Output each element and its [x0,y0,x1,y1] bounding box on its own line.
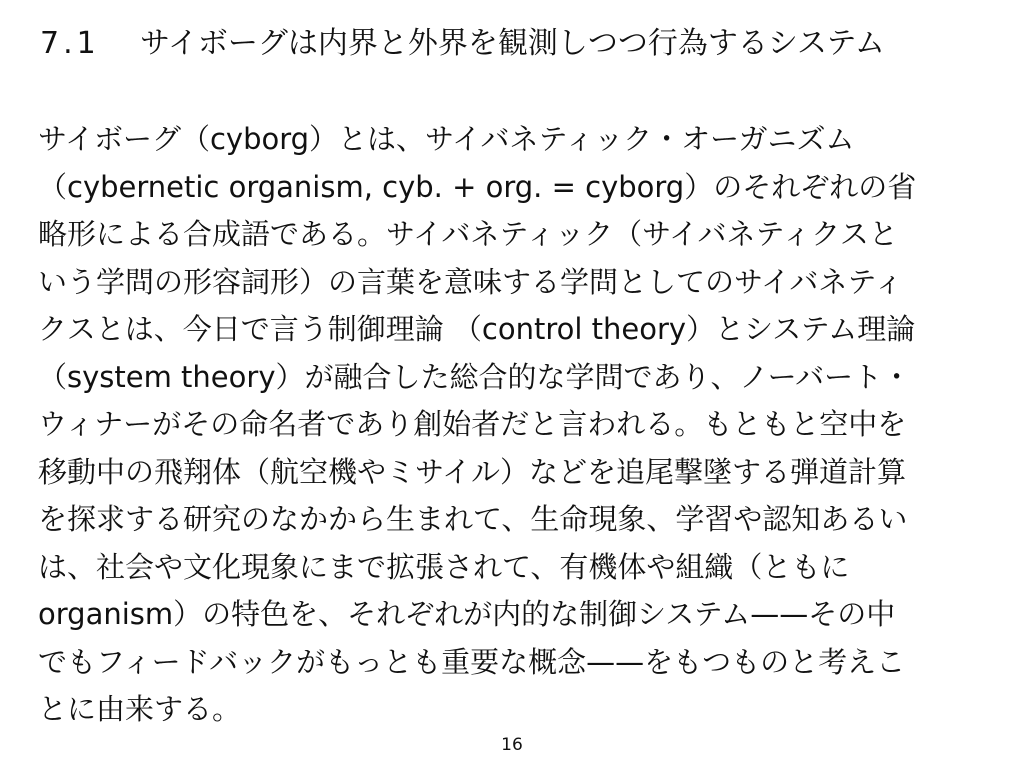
paragraph-line: （cybernetic organism, cyb. + org. = cyborg）のそれぞれの省 [38,169,917,204]
paragraph-line: いう学問の形容詞形）の言葉を意味する学問としてのサイバネティ [38,264,904,299]
section-heading [40,22,1000,66]
paragraph-line: クスとは、今日で言う制御理論 （control theory）とシステム理論 [38,312,916,346]
paragraph-line: サイボーグ（cyborg）とは、サイバネティック・オーガニズム [38,122,855,156]
paragraph-line: は、社会や文化現象にまで拡張されて、有機体や組織（ともに [38,549,850,584]
paragraph-line: 移動中の飛翔体（航空機やミサイル）などを追尾撃墜する弾道計算 [38,454,906,489]
body-paragraph [38,116,988,734]
paragraph-line: organism）の特色を、それぞれが内的な制御システム——その中 [38,597,896,631]
paragraph-line: 略形による合成語である。サイバネティック（サイバネティクスと [38,217,898,251]
paragraph-line: でもフィードバックがもっとも重要な概念——をもつものと考えこ [38,644,906,679]
page-number: 16 [501,735,523,755]
section-title: サイボーグは内界と外界を観測しつつ行為するシステム [140,26,885,61]
paragraph-line: とに由来する。 [38,692,242,726]
paragraph-line: ウィナーがその命名者であり創始者だと言われる。もともと空中を [38,407,907,441]
section-number: 7.1 [40,26,100,61]
paragraph-line: を探求する研究のなかから生まれて、生命現象、学習や認知あるい [38,502,908,536]
paragraph-line: （system theory）が融合した総合的な学問であり、ノーバート・ [38,359,912,394]
